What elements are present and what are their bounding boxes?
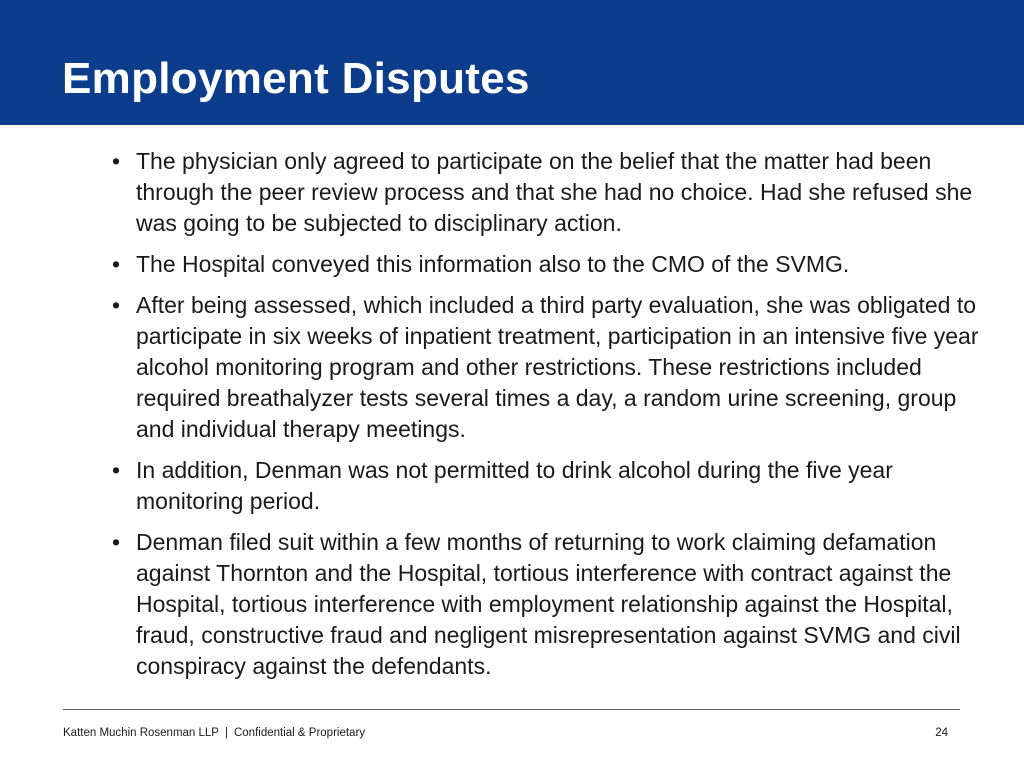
bullet-text: Denman filed suit within a few months of returning to work claiming defamation against Thornton and the Hospital, tortious interference with contract against the Hospital, tortious interference with employment relationship against the Hospital, fraud, constructive fraud and negligent misrepresentation against SVMG and civil conspiracy against the defendants. <box>136 529 961 679</box>
bullet-marker: • <box>112 251 121 277</box>
bullet-item <box>110 290 980 445</box>
bullet-item <box>110 527 980 682</box>
footer-firm-name: Katten Muchin Rosenman LLP <box>63 727 219 739</box>
bullet-marker: • <box>112 457 121 483</box>
bullet-item <box>110 455 980 517</box>
bullet-marker: • <box>112 529 121 555</box>
footer-separator: | <box>224 727 228 739</box>
bullet-item <box>110 146 980 239</box>
bullet-list <box>110 146 980 692</box>
bullet-text: In addition, Denman was not permitted to drink alcohol during the five year monitoring period. <box>136 457 893 514</box>
bullet-item <box>110 249 980 280</box>
footer-firm-info <box>63 726 365 740</box>
bullet-marker: • <box>112 148 121 174</box>
bullet-text: After being assessed, which included a third party evaluation, she was obligated to participate in six weeks of inpatient treatment, participation in an intensive five year alcohol monitoring program and other restrictions. These restrictions included required breathalyzer tests several times a day, a random urine screening, group and individual therapy meetings. <box>136 292 979 442</box>
bullet-marker: • <box>112 292 121 318</box>
bullet-text: The physician only agreed to participate on the belief that the matter had been through the peer review process and that she had no choice. Had she refused she was going to be subjected to disciplinary action. <box>136 148 973 236</box>
slide-title: Employment Disputes <box>62 54 530 103</box>
bullet-text: The Hospital conveyed this information also to the CMO of the SVMG. <box>136 251 850 277</box>
title-bar <box>0 0 1024 125</box>
footer-confidentiality: Confidential & Proprietary <box>233 727 366 739</box>
footer-divider <box>63 709 960 710</box>
page-number: 24 <box>935 727 948 739</box>
